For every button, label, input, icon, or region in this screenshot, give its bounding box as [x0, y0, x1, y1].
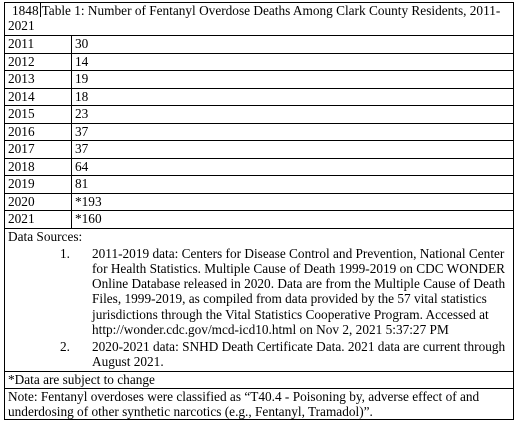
year-cell: 2012 — [5, 53, 72, 71]
table-row — [5, 123, 514, 141]
table-row — [5, 158, 514, 176]
deaths-cell: 18 — [72, 88, 514, 106]
classification-note-cell: Note: Fentanyl overdoses were classified as “T40.4 - Poisoning by, adverse effect of and underdosing of other synthetic narcotics (e.g., Fentanyl, Tramadol)”. — [5, 388, 514, 419]
data-sources-cell — [5, 228, 514, 372]
table-row — [5, 176, 514, 194]
deaths-cell: 37 — [72, 123, 514, 141]
deaths-cell: 14 — [72, 53, 514, 71]
table-row — [5, 193, 514, 211]
table-row — [5, 36, 514, 54]
data-source-text: 2011-2019 data: Centers for Disease Control and Prevention, National Center for Health Statistics. Multiple Cause of Death 1999-2019 on CDC WONDER Online Database released in 2020. Data are from the Multiple Cause of Death Files, 1999-2019, as compiled from data provided by the 57 vital statistics jurisdictions through the Vital Statistics Cooperative Program. Accessed at http://wonder.cdc.gov/mcd-icd10.html on Nov 2, 2021 5:37:27 PM — [92, 245, 506, 337]
list-number: 1. — [60, 245, 70, 261]
subject-to-change-cell: *Data are subject to change — [5, 372, 514, 388]
year-cell: 2020 — [5, 193, 72, 211]
deaths-cell: 81 — [72, 176, 514, 194]
table-row — [5, 88, 514, 106]
table-title-cell — [5, 3, 514, 36]
year-cell: 2021 — [5, 211, 72, 229]
table-row — [5, 211, 514, 229]
year-cell: 2014 — [5, 88, 72, 106]
data-source-text: 2020-2021 data: SNHD Death Certificate Data. 2021 data are current through August 2021. — [92, 338, 506, 370]
list-number: 2. — [60, 338, 70, 354]
year-cell: 2011 — [5, 36, 72, 54]
table-row — [5, 71, 514, 89]
year-cell: 2017 — [5, 141, 72, 159]
deaths-cell: *193 — [72, 193, 514, 211]
text-cursor — [40, 3, 41, 17]
deaths-cell: 19 — [72, 71, 514, 89]
fentanyl-deaths-table — [4, 2, 514, 420]
deaths-cell: 37 — [72, 141, 514, 159]
year-cell: 2018 — [5, 158, 72, 176]
year-cell: 2016 — [5, 123, 72, 141]
document-page — [4, 2, 514, 420]
year-cell: 2013 — [5, 71, 72, 89]
table-row — [5, 53, 514, 71]
deaths-cell: 23 — [72, 106, 514, 124]
table-title: Table 1: Number of Fentanyl Overdose Deaths Among Clark County Residents, 2011-2021 — [8, 3, 501, 34]
deaths-cell: *160 — [72, 211, 514, 229]
year-cell: 2015 — [5, 106, 72, 124]
data-source-item — [8, 246, 510, 337]
table-row — [5, 106, 514, 124]
table-number-prefix: 1848 — [12, 3, 39, 18]
data-sources-heading: Data Sources: — [8, 228, 83, 244]
year-cell: 2019 — [5, 176, 72, 194]
deaths-cell: 64 — [72, 158, 514, 176]
data-source-item — [8, 339, 510, 369]
deaths-cell: 30 — [72, 36, 514, 54]
data-sources-list — [8, 246, 510, 370]
table-row — [5, 141, 514, 159]
